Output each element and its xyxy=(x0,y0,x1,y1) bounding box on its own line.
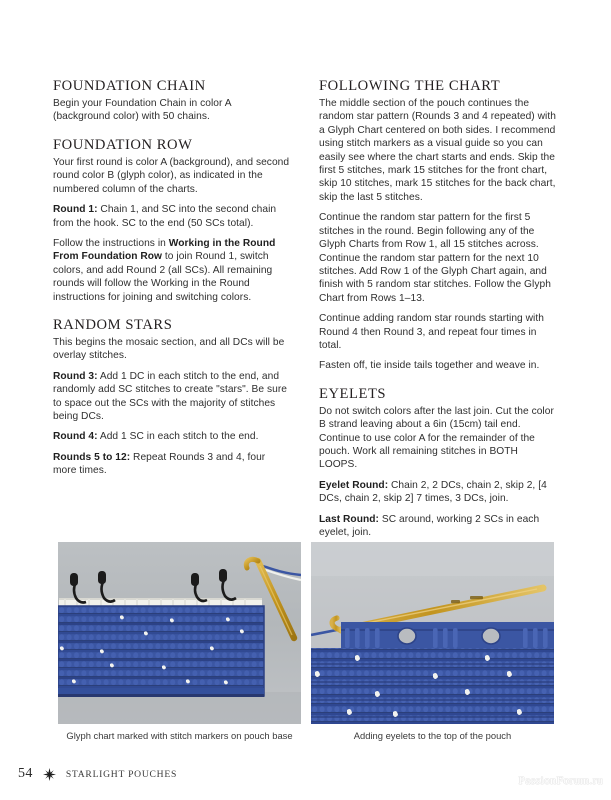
paragraph-rounds-5-to-12: Rounds 5 to 12: Repeat Rounds 3 and 4, four more times. xyxy=(53,451,266,477)
caption-left-photo: Glyph chart marked with stitch markers on pouch base xyxy=(66,730,293,741)
left-column xyxy=(53,78,291,573)
page-footer xyxy=(18,766,177,782)
running-head: STARLIGHT POUCHES xyxy=(65,768,178,780)
paragraph-eyelets-1: Do not switch colors after the last join. Cut the color B strand leaving about a 6in (15cm) tail end. Continue to use color A for the remainder of the pouch. Work all remaining stitches in BOTH LOOPS. xyxy=(319,405,554,471)
photo-adding-eyelets xyxy=(311,542,554,724)
paragraph-round-1: Round 1: Chain 1, and SC into the second chain from the hook. SC to the end (50 SCs total). xyxy=(53,204,277,229)
paragraph-eyelet-round: Eyelet Round: Chain 2, 2 DCs, chain 2, skip 2, [4 DCs, chain 2, skip 2] 7 times, 3 DCs, join. xyxy=(319,479,547,505)
section-foundation-row xyxy=(53,137,291,304)
paragraph-working-in-round: Follow the instructions in Working in the Round From Foundation Row to join Round 1, switch colors, and add Round 2 (all SCs). All remaining rounds will follow the Working in the Round instructions for joining and switching colors. xyxy=(53,237,276,303)
paragraph-foundation-row-1: Your first round is color A (background), and second round color B (glyph color), as indicated in the numbered column of the charts. xyxy=(53,156,290,195)
photo-captions xyxy=(58,730,554,742)
photo-pouch-base-illustration xyxy=(58,542,301,724)
heading-foundation-chain: FOUNDATION CHAIN xyxy=(53,78,206,94)
right-column xyxy=(319,78,557,573)
paragraph-following-chart-1: The middle section of the pouch continues the random star pattern (Rounds 3 and 4 repeated) with a Glyph Chart centered on both sides. I recommend using stitch markers as a visual guide so you can easily see where the chart starts and ends. Skip the first 5 stitches, mark 15 stitches for the front chart, skip 10 stitches, mark 15 stitches for the back chart, skip the last 5 stitches. xyxy=(319,98,556,203)
photo-pouch-base-with-markers xyxy=(58,542,301,724)
site-watermark: PassionForum.ru xyxy=(518,773,603,787)
heading-eyelets: EYELETS xyxy=(319,385,387,402)
section-foundation-chain xyxy=(53,78,291,124)
paragraph-following-chart-4: Fasten off, tie inside tails together and weave in. xyxy=(319,360,540,372)
caption-right-photo: Adding eyelets to the top of the pouch xyxy=(353,730,512,741)
section-eyelets xyxy=(319,386,557,560)
section-random-stars xyxy=(53,317,291,478)
star-glyph-icon xyxy=(43,768,56,781)
paragraph-round-4: Round 4: Add 1 SC in each stitch to the end. xyxy=(53,431,259,443)
paragraph-foundation-chain-1: Begin your Foundation Chain in color A (background color) with 50 chains. xyxy=(53,98,232,123)
paragraph-last-round: Last Round: SC around, working 2 SCs in each eyelet, join. xyxy=(319,513,540,539)
paragraph-round-3: Round 3: Add 1 DC in each stitch to the end, and randomly add SC stitches to create "stars". Be sure to space out the SCs with the majority of stitches being DCs. xyxy=(53,370,288,423)
paragraph-following-chart-2: Continue the random star pattern for the first 5 stitches in the round. Begin following any of the Glyph Charts from Row 1, all 15 stitches across. Continue the random star pattern for the next 10 stitches. Add Row 1 of the Glyph Chart again, and finish with 5 random star stitches. Follow the Glyph Chart from Rows 1–13. xyxy=(319,212,551,304)
heading-following-the-chart: FOLLOWING THE CHART xyxy=(319,78,501,94)
photo-eyelets-illustration xyxy=(311,542,554,724)
heading-foundation-row: FOUNDATION ROW xyxy=(53,136,193,153)
text-columns xyxy=(53,78,558,573)
paragraph-random-stars-intro: This begins the mosaic section, and all DCs will be overlay stitches. xyxy=(53,337,285,362)
section-following-the-chart xyxy=(319,78,557,373)
heading-random-stars: RANDOM STARS xyxy=(53,316,173,333)
photo-row xyxy=(58,542,554,724)
page-number: 54 xyxy=(18,766,33,781)
paragraph-following-chart-3: Continue adding random star rounds starting with Round 4 then Round 3, and repeat four times in total. xyxy=(319,313,544,351)
